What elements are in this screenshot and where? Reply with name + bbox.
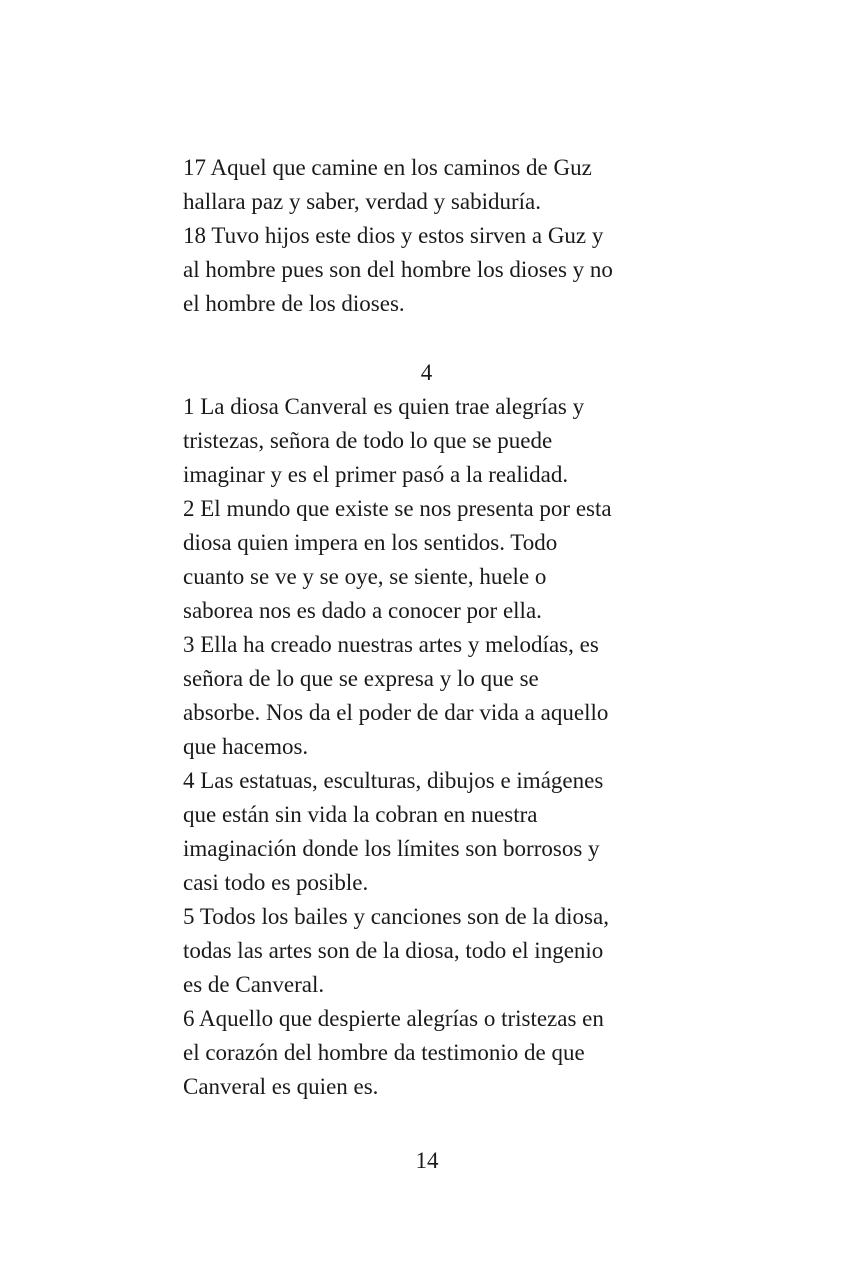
verse-3 (183, 628, 683, 764)
verse-line: el corazón del hombre da testimonio de que (183, 1040, 585, 1065)
verse-line: 6 Aquello que despierte alegrías o tristezas en (183, 1006, 604, 1031)
chapter-section (183, 356, 683, 1104)
verse-line: imaginar y es el primer pasó a la realidad. (183, 462, 569, 487)
verse-line: todas las artes son de la diosa, todo el ingenio (183, 938, 604, 963)
verse-line: Canveral es quien es. (183, 1074, 379, 1099)
verse-line: que hacemos. (183, 734, 309, 759)
verse-line: tristezas, señora de todo lo que se puede (183, 428, 553, 453)
verse-line: al hombre pues son del hombre los dioses y no (183, 257, 613, 282)
verse-line: 5 Todos los bailes y canciones son de la diosa, (183, 904, 609, 929)
verse-line: señora de lo que se expresa y lo que se (183, 666, 539, 691)
verse-line: 3 Ella ha creado nuestras artes y melodías, es (183, 632, 599, 657)
verse-6 (183, 1002, 683, 1104)
verse-line: absorbe. Nos da el poder de dar vida a aquello (183, 700, 609, 725)
verse-2 (183, 492, 683, 628)
verse-line: es de Canveral. (183, 972, 325, 997)
verse-line: 1 La diosa Canveral es quien trae alegrías y (183, 394, 585, 419)
verse-line: imaginación donde los límites son borrosos y (183, 836, 600, 861)
verse-line: cuanto se ve y se oye, se siente, huele o (183, 564, 547, 589)
top-verses (183, 151, 683, 321)
verse-17 (183, 151, 683, 219)
verse-1 (183, 390, 683, 492)
verse-line: que están sin vida la cobran en nuestra (183, 802, 538, 827)
verse-18 (183, 219, 683, 321)
verse-line: 17 Aquel que camine en los caminos de Guz (183, 155, 592, 180)
verse-4 (183, 764, 683, 900)
chapter-heading: 4 (420, 360, 433, 385)
verse-5 (183, 900, 683, 1002)
verse-line: casi todo es posible. (183, 870, 369, 895)
verse-line: saborea nos es dado a conocer por ella. (183, 598, 542, 623)
verse-line: el hombre de los dioses. (183, 291, 405, 316)
verse-line: 18 Tuvo hijos este dios y estos sirven a Guz y (183, 223, 604, 248)
verse-line: diosa quien impera en los sentidos. Todo (183, 530, 558, 555)
page-number: 14 (415, 1148, 439, 1173)
verse-line: 4 Las estatuas, esculturas, dibujos e imágenes (183, 768, 604, 793)
verse-line: 2 El mundo que existe se nos presenta por esta (183, 496, 612, 521)
verse-line: hallara paz y saber, verdad y sabiduría. (183, 189, 541, 214)
